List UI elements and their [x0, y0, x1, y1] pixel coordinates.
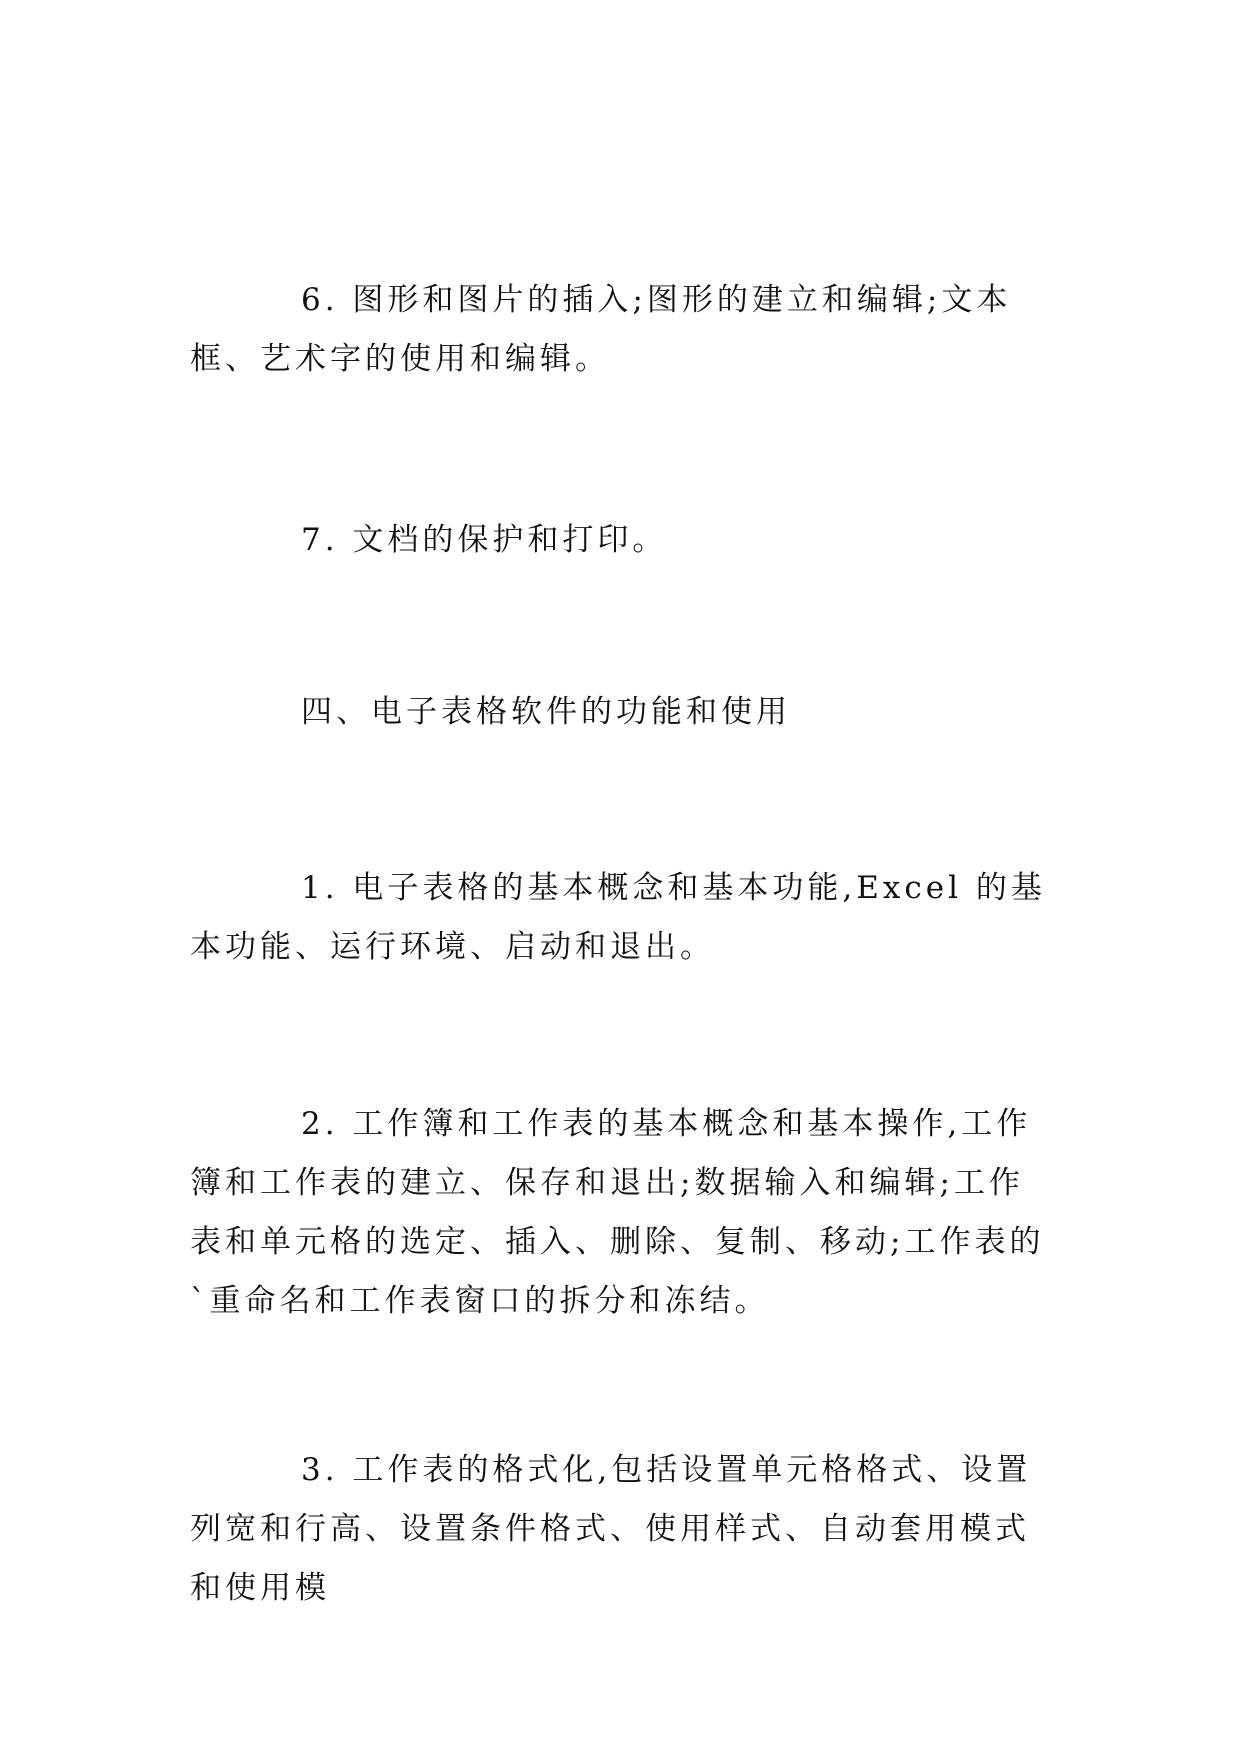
paragraph-item-6: 6. 图形和图片的插入;图形的建立和编辑;文本框、艺术字的使用和编辑。	[190, 282, 1012, 377]
section-heading-spreadsheet: 四、电子表格软件的功能和使用	[301, 694, 791, 730]
paragraph-item-3: 3. 工作表的格式化,包括设置单元格格式、设置列宽和行高、设置条件格式、使用样式、自动套用模式和使用模	[190, 1452, 1032, 1606]
paragraph-item-2: 2. 工作簿和工作表的基本概念和基本操作,工作簿和工作表的建立、保存和退出;数据输入和编辑;工作表和单元格的选定、插入、删除、复制、移动;工作表的`重命名和工作表窗口的拆分和冻结。	[190, 1106, 1045, 1319]
paragraph-item-7: 7. 文档的保护和打印。	[301, 522, 668, 558]
paragraph-item-1: 1. 电子表格的基本概念和基本功能,Excel 的基本功能、运行环境、启动和退出。	[190, 870, 1046, 965]
